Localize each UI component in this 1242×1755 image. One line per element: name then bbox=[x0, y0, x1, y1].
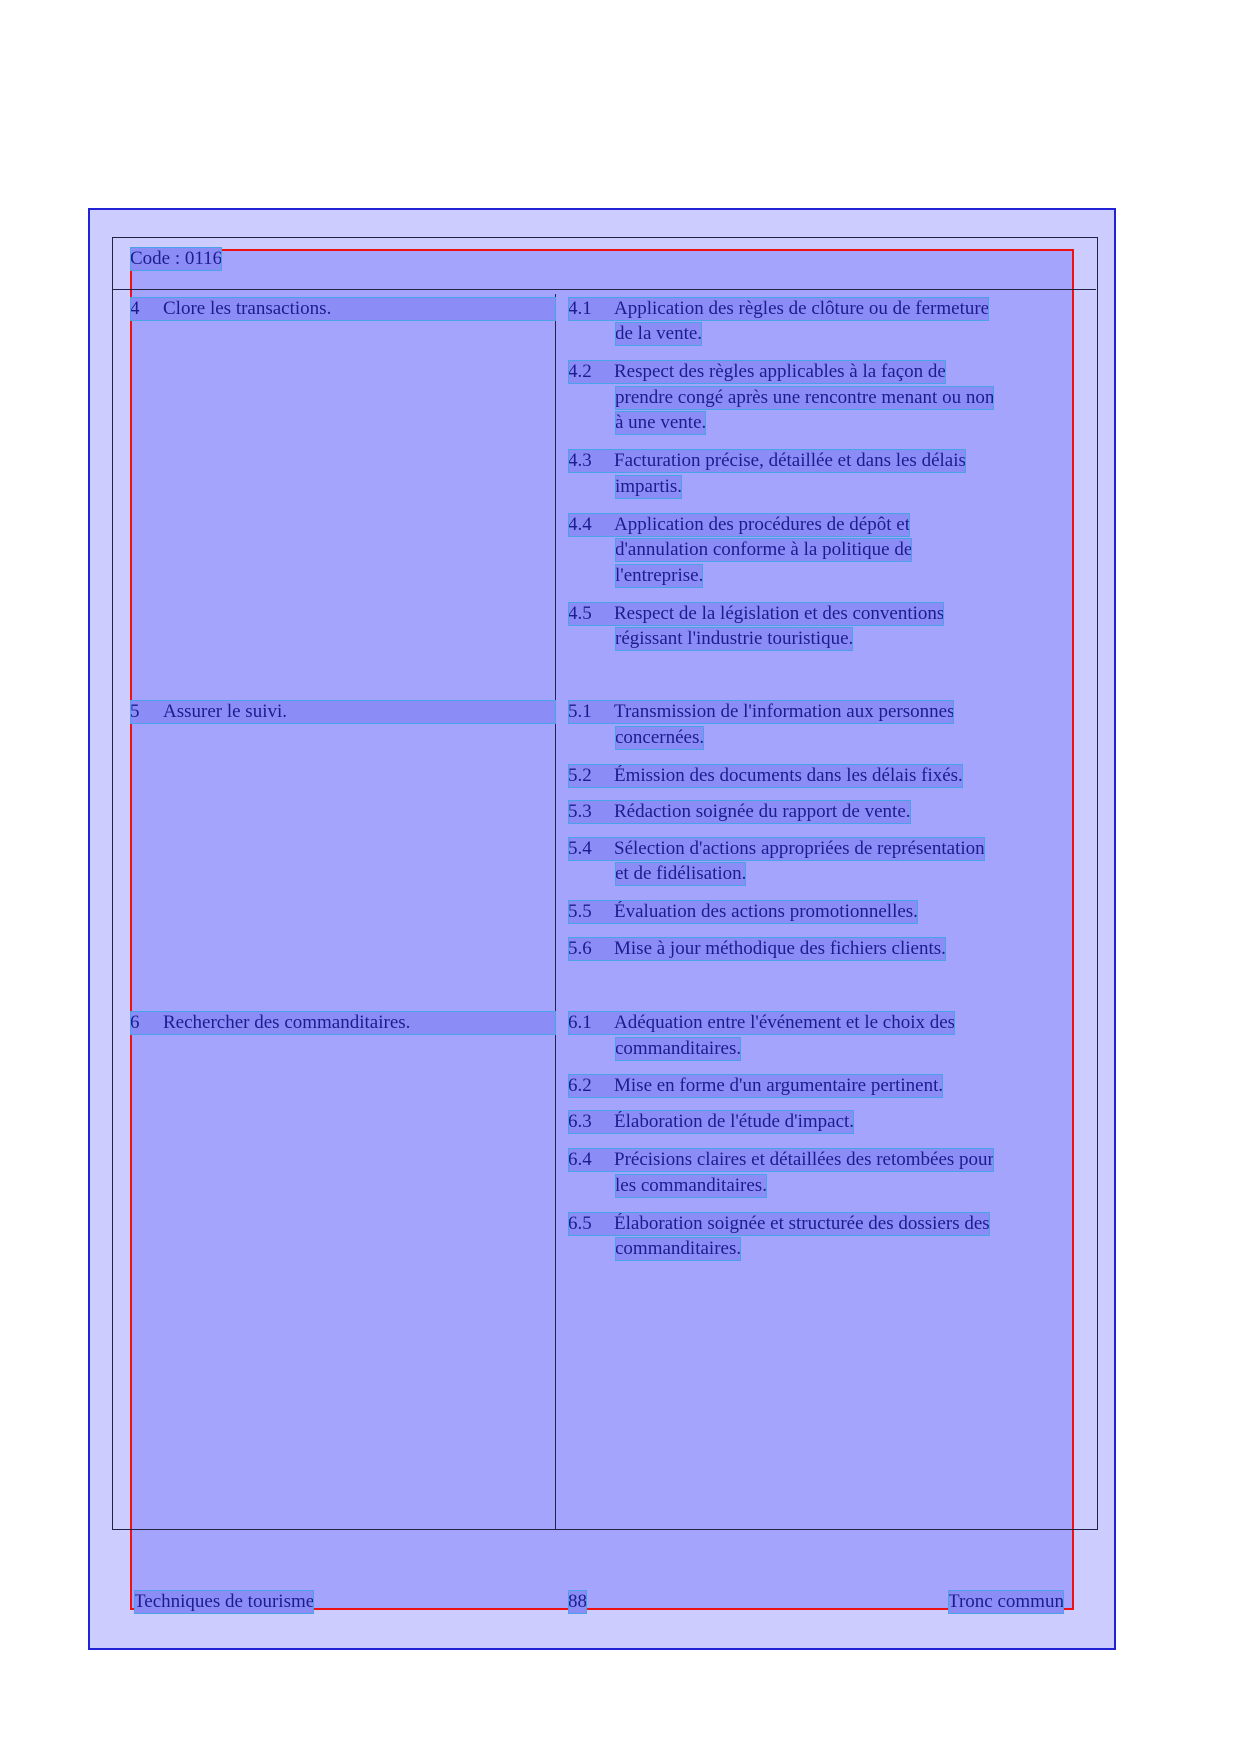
criterion-text: l'entreprise. bbox=[615, 565, 704, 586]
criterion-4-4 bbox=[568, 513, 910, 537]
criterion-6-5 bbox=[568, 1212, 990, 1236]
criterion-number: 6.2 bbox=[568, 1075, 592, 1096]
competency-5 bbox=[130, 700, 556, 724]
criterion-text: commanditaires. bbox=[615, 1238, 742, 1259]
criterion-number: 5.4 bbox=[568, 838, 592, 859]
criterion-text: Transmission de l'information aux personnes bbox=[614, 701, 955, 722]
criterion-number: 4.2 bbox=[568, 361, 592, 382]
competency-4 bbox=[130, 297, 556, 321]
criterion-6-3 bbox=[568, 1110, 854, 1134]
competency-text: Clore les transactions. bbox=[163, 298, 332, 319]
criterion-6-2 bbox=[568, 1074, 943, 1098]
criterion-number: 4.1 bbox=[568, 298, 592, 319]
criterion-5-3 bbox=[568, 800, 911, 824]
footer-section: Tronc commun bbox=[948, 1591, 1064, 1612]
competency-number: 5 bbox=[130, 701, 140, 722]
criterion-text: Application des règles de clôture ou de fermeture bbox=[614, 298, 990, 319]
criterion-text: Mise à jour méthodique des fichiers clients. bbox=[614, 938, 946, 959]
criterion-text: à une vente. bbox=[615, 412, 707, 433]
page-number: 88 bbox=[568, 1591, 587, 1612]
criterion-text: Émission des documents dans les délais fixés. bbox=[614, 765, 963, 786]
criterion-number: 4.4 bbox=[568, 514, 592, 535]
criterion-text: Rédaction soignée du rapport de vente. bbox=[614, 801, 911, 822]
criterion-number: 6.1 bbox=[568, 1012, 592, 1033]
criterion-text: concernées. bbox=[615, 727, 705, 748]
criterion-text: Application des procédures de dépôt et bbox=[614, 514, 910, 535]
criterion-number: 6.3 bbox=[568, 1111, 592, 1132]
criterion-number: 5.2 bbox=[568, 765, 592, 786]
criterion-text: Facturation précise, détaillée et dans les délais bbox=[614, 450, 966, 471]
criteria-table bbox=[112, 237, 1098, 1530]
criterion-5-1 bbox=[568, 700, 954, 724]
criterion-text: Adéquation entre l'événement et le choix des bbox=[614, 1012, 956, 1033]
header-divider bbox=[112, 289, 1096, 290]
criterion-number: 6.5 bbox=[568, 1213, 592, 1234]
competency-number: 4 bbox=[130, 298, 140, 319]
criterion-6-4 bbox=[568, 1148, 994, 1172]
criterion-text: Mise en forme d'un argumentaire pertinent. bbox=[614, 1075, 944, 1096]
footer-program: Techniques de tourisme bbox=[134, 1591, 315, 1612]
competency-text: Rechercher des commanditaires. bbox=[163, 1012, 411, 1033]
criterion-text: et de fidélisation. bbox=[615, 863, 747, 884]
criterion-text: Sélection d'actions appropriées de représentation bbox=[614, 838, 985, 859]
criterion-number: 4.3 bbox=[568, 450, 592, 471]
competency-number: 6 bbox=[130, 1012, 140, 1033]
criterion-text: Respect des règles applicables à la façon de bbox=[614, 361, 946, 382]
criterion-text: régissant l'industrie touristique. bbox=[615, 628, 854, 649]
criterion-text: commanditaires. bbox=[615, 1038, 742, 1059]
criterion-number: 4.5 bbox=[568, 603, 592, 624]
criterion-text: les commanditaires. bbox=[615, 1175, 767, 1196]
criterion-5-2 bbox=[568, 764, 963, 788]
criterion-text: de la vente. bbox=[615, 323, 703, 344]
criterion-4-2 bbox=[568, 360, 946, 384]
criterion-number: 5.5 bbox=[568, 901, 592, 922]
criterion-5-5 bbox=[568, 900, 918, 924]
criterion-4-3 bbox=[568, 449, 966, 473]
criterion-4-1 bbox=[568, 297, 989, 321]
criterion-4-5 bbox=[568, 602, 944, 626]
criterion-5-4 bbox=[568, 837, 985, 861]
criterion-5-6 bbox=[568, 937, 946, 961]
criterion-text: d'annulation conforme à la politique de bbox=[615, 539, 913, 560]
competency-6 bbox=[130, 1011, 556, 1035]
column-divider bbox=[555, 294, 556, 1530]
criterion-number: 5.1 bbox=[568, 701, 592, 722]
criterion-text: Évaluation des actions promotionnelles. bbox=[614, 901, 918, 922]
criterion-number: 6.4 bbox=[568, 1149, 592, 1170]
criterion-6-1 bbox=[568, 1011, 955, 1035]
criterion-text: Respect de la législation et des conventions bbox=[614, 603, 945, 624]
code-label: Code : 0116 bbox=[130, 248, 223, 269]
criterion-number: 5.3 bbox=[568, 801, 592, 822]
criterion-number: 5.6 bbox=[568, 938, 592, 959]
criterion-text: Élaboration soignée et structurée des dossiers des bbox=[614, 1213, 990, 1234]
criterion-text: Élaboration de l'étude d'impact. bbox=[614, 1111, 855, 1132]
criterion-text: Précisions claires et détaillées des retombées pour bbox=[614, 1149, 994, 1170]
competency-text: Assurer le suivi. bbox=[163, 701, 288, 722]
criterion-text: impartis. bbox=[615, 476, 683, 497]
criterion-text: prendre congé après une rencontre menant ou non bbox=[615, 387, 995, 408]
